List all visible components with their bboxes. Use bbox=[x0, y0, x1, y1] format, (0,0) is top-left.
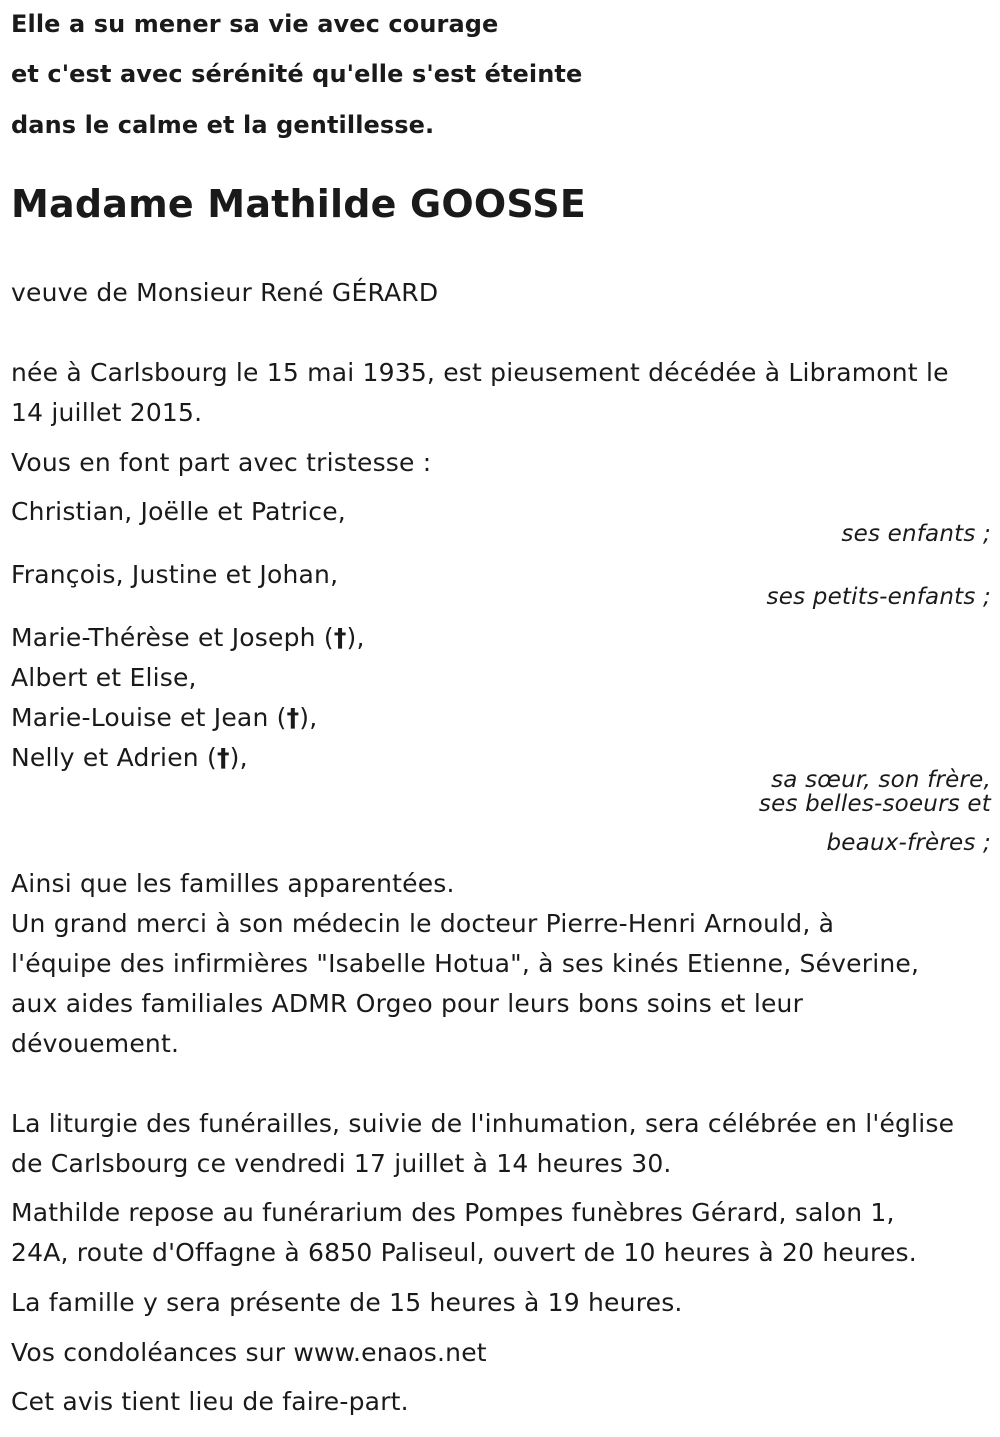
siblings-role-line-2: ses belles-soeurs et bbox=[758, 791, 991, 817]
condolences: Vos condoléances sur www.enaos.net bbox=[11, 1338, 487, 1367]
children-role: ses enfants ; bbox=[841, 521, 991, 547]
siblings-role-line-1: sa sœur, son frère, bbox=[771, 767, 991, 793]
cross-icon: † bbox=[333, 623, 347, 652]
birth-death-line-1: née à Carlsbourg le 15 mai 1935, est pieusement décédée à Libramont le bbox=[11, 358, 949, 387]
announcement: Vous en font part avec tristesse : bbox=[11, 448, 432, 477]
thanks-line-4: dévouement. bbox=[11, 1029, 180, 1058]
sibling-line-2 bbox=[11, 663, 197, 692]
birth-death-line-2: 14 juillet 2015. bbox=[11, 398, 203, 427]
rest-line-2: 24A, route d'Offagne à 6850 Paliseul, ouvert de 10 heures à 20 heures. bbox=[11, 1238, 917, 1267]
children-names: Christian, Joëlle et Patrice, bbox=[11, 497, 346, 526]
sibling-line-3 bbox=[11, 703, 317, 732]
sibling-line-1 bbox=[11, 623, 365, 652]
family-presence: La famille y sera présente de 15 heures à 19 heures. bbox=[11, 1288, 683, 1317]
sibling-name: Marie-Louise et Jean ( bbox=[11, 703, 287, 732]
quote-line-2: et c'est avec sérénité qu'elle s'est éteinte bbox=[11, 60, 583, 88]
cross-icon: † bbox=[216, 743, 230, 772]
sibling-name: Nelly et Adrien ( bbox=[11, 743, 217, 772]
thanks-line-2: l'équipe des infirmières "Isabelle Hotua", à ses kinés Etienne, Séverine, bbox=[11, 949, 920, 978]
quote-line-1: Elle a su mener sa vie avec courage bbox=[11, 10, 499, 38]
funeral-line-2: de Carlsbourg ce vendredi 17 juillet à 14 heures 30. bbox=[11, 1149, 672, 1178]
sibling-name: Marie-Thérèse et Joseph ( bbox=[11, 623, 334, 652]
sibling-name: Albert et Elise, bbox=[11, 663, 197, 692]
funeral-line-1: La liturgie des funérailles, suivie de l'inhumation, sera célébrée en l'église bbox=[11, 1109, 955, 1138]
deceased-name: Madame Mathilde GOOSSE bbox=[11, 182, 587, 226]
thanks-line-1: Un grand merci à son médecin le docteur Pierre-Henri Arnould, à bbox=[11, 909, 835, 938]
grandchildren-role: ses petits-enfants ; bbox=[766, 584, 991, 610]
siblings-role-line-3: beaux-frères ; bbox=[826, 830, 991, 856]
notice-statement: Cet avis tient lieu de faire-part. bbox=[11, 1387, 409, 1416]
sibling-end: ), bbox=[346, 623, 365, 652]
grandchildren-names: François, Justine et Johan, bbox=[11, 560, 339, 589]
thanks-line-3: aux aides familiales ADMR Orgeo pour leurs bons soins et leur bbox=[11, 989, 804, 1018]
sibling-end: ), bbox=[229, 743, 248, 772]
widow-of: veuve de Monsieur René GÉRARD bbox=[11, 278, 439, 307]
sibling-line-4 bbox=[11, 743, 248, 772]
cross-icon: † bbox=[286, 703, 300, 732]
sibling-end: ), bbox=[299, 703, 318, 732]
rest-line-1: Mathilde repose au funérarium des Pompes funèbres Gérard, salon 1, bbox=[11, 1198, 895, 1227]
relatives: Ainsi que les familles apparentées. bbox=[11, 869, 455, 898]
quote-line-3: dans le calme et la gentillesse. bbox=[11, 111, 435, 139]
